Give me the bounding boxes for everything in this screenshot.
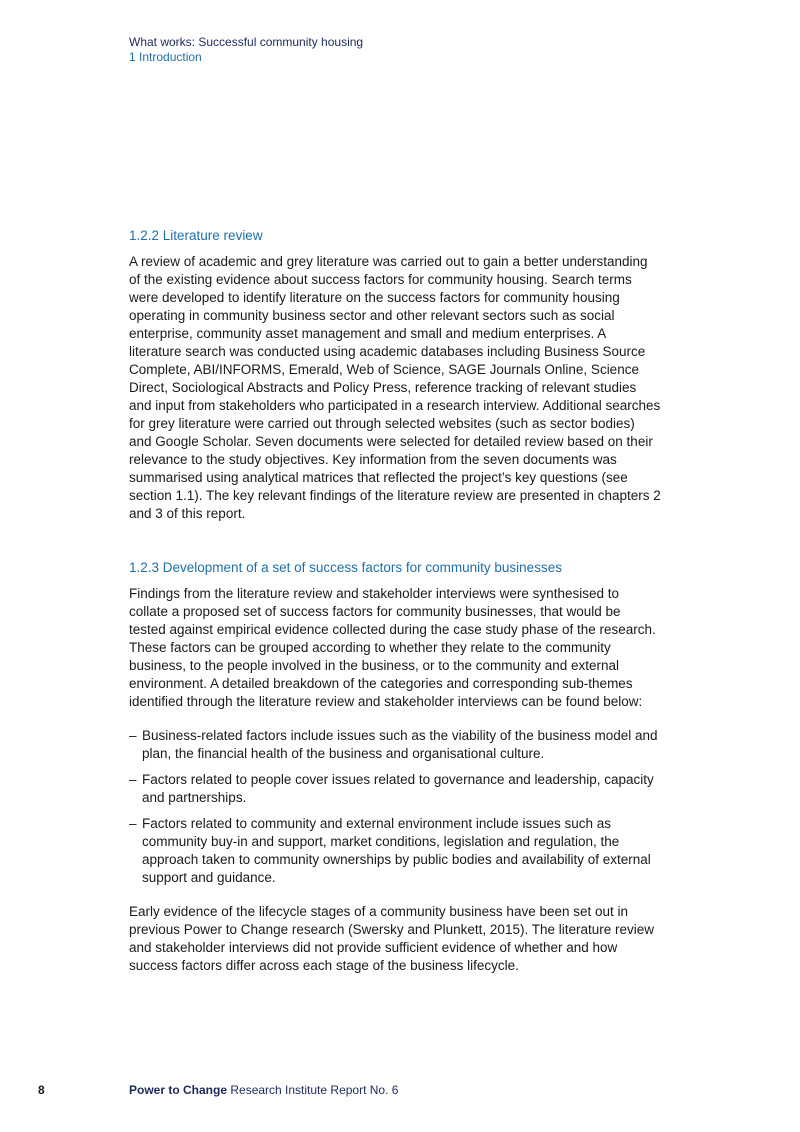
running-header xyxy=(129,35,363,65)
literature-review-paragraph: A review of academic and grey literature was carried out to gain a better understanding of the existing evidence about success factors for community housing. Search terms were developed to identify literature on the success factors for community housing operating in community business sector and other relevant sectors such as social enterprise, community asset management and small and medium enterprises. A literature search was conducted using academic databases including Business Source Complete, ABI/INFORMS, Emerald, Web of Science, SAGE Journals Online, Science Direct, Sociological Abstracts and Policy Press, reference tracking of relevant studies and input from stakeholders who participated in a research interview. Additional searches for grey literature were carried out through selected websites (such as sector bodies) and Google Scholar. Seven documents were selected for detailed review based on their relevance to the study objectives. Key information from the seven documents was summarised using analytical matrices that reflected the project’s key questions (see section 1.1). The key relevant findings of the literature review are presented in chapters 2 and 3 of this report. xyxy=(129,254,661,521)
main-content xyxy=(129,227,661,975)
page-number: 8 xyxy=(38,1083,45,1097)
report-series: Research Institute Report No. 6 xyxy=(227,1083,399,1097)
list-item-text: Business-related factors include issues such as the viability of the business model and plan, the financial health of the business and organisational culture. xyxy=(142,728,658,761)
section-heading-success-factors: 1.2.3 Development of a set of success factors for community businesses xyxy=(129,560,562,575)
dash-bullet: – xyxy=(129,772,137,787)
section-heading-literature-review: 1.2.2 Literature review xyxy=(129,228,263,243)
list-item-community-factors xyxy=(129,815,661,887)
success-factors-intro-paragraph: Findings from the literature review and stakeholder interviews were synthesised to collate a proposed set of success factors for community businesses, that would be tested against empirical evidence collected during the case study phase of the research. These factors can be grouped according to whether they relate to the community business, to the people involved in the business, or to the community and external environment. A detailed breakdown of the categories and corresponding sub-themes identified through the literature review and stakeholder interviews can be found below: xyxy=(129,586,656,709)
list-item-people-factors xyxy=(129,771,661,807)
list-item-text: Factors related to community and external environment include issues such as community buy-in and support, market conditions, legislation and regulation, the approach taken to community ownerships by public bodies and availability of external support and guidance. xyxy=(142,816,651,885)
success-factors-list xyxy=(129,727,661,887)
dash-bullet: – xyxy=(129,728,137,743)
chapter-label: 1 Introduction xyxy=(129,50,202,64)
list-item-business-factors xyxy=(129,727,661,763)
lifecycle-paragraph: Early evidence of the lifecycle stages of a community business have been set out in previous Power to Change research (Swersky and Plunkett, 2015). The literature review and stakeholder interviews did not provide sufficient evidence of whether and how success factors differ across each stage of the business lifecycle. xyxy=(129,904,655,973)
brand-name: Power to Change xyxy=(129,1083,228,1097)
list-item-text: Factors related to people cover issues related to governance and leadership, capacity and partnerships. xyxy=(142,772,654,805)
dash-bullet: – xyxy=(129,816,137,831)
publication-credit xyxy=(129,1082,398,1098)
document-title: What works: Successful community housing xyxy=(129,35,364,49)
